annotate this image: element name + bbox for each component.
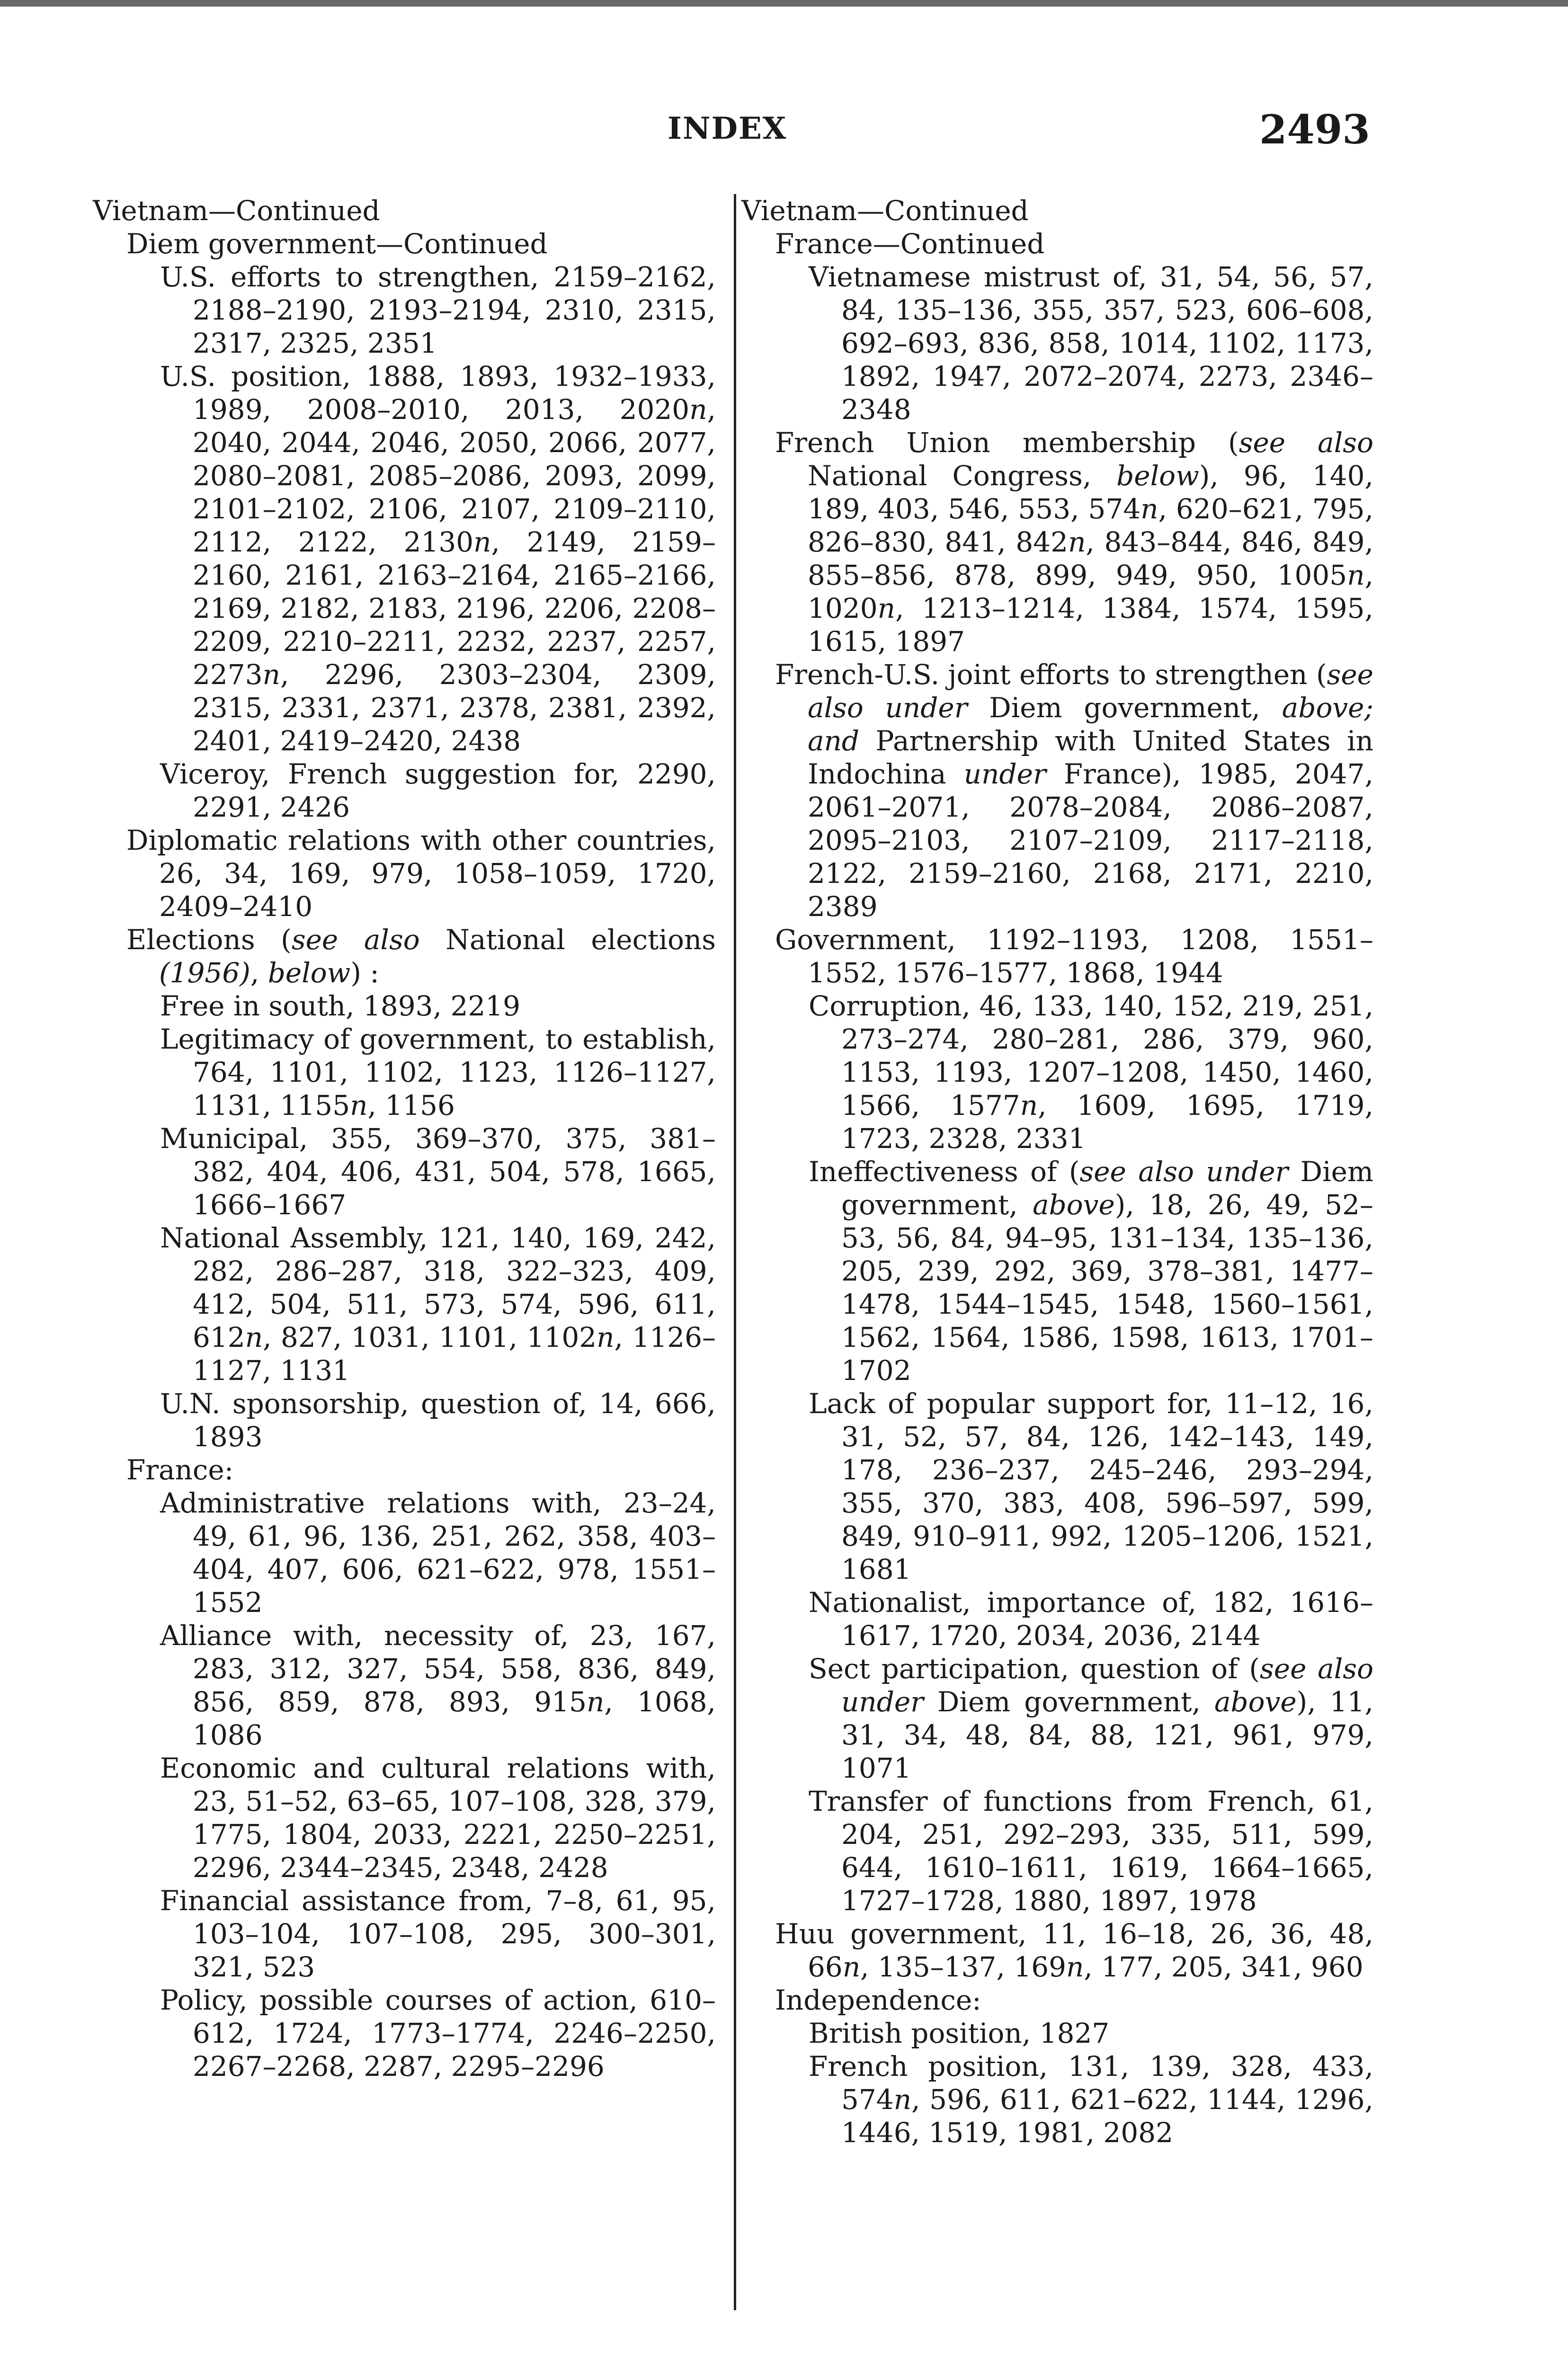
index-entry: Economic and cultural relations with, 23, 51–52, 63–65, 107–108, 328, 379, 1775, 1804, 2033, 2221, 2250–2251, 2296, 2344–2345, 2348, 2428 <box>160 1752 716 1884</box>
index-entry: U.S. efforts to strengthen, 2159–2162, 2188–2190, 2193–2194, 2310, 2315, 2317, 2325, 2351 <box>160 261 716 359</box>
index-entry: U.S. position, 1888, 1893, 1932–1933, 1989, 2008–2010, 2013, 2020n, 2040, 2044, 2046, 2050, 2066, 2077, 2080–2081, 2085–2086, 2093, 2099, 2101–2102, 2106, 2107, 2109–2110, 2112, 2122, 2130n, 2149, 2159–2160, 2161, 2163–2164, 2165–2166, 2169, 2182, 2183, 2196, 2206, 2208–2209, 2210–2211, 2232, 2237, 2257, 2273n, 2296, 2303–2304, 2309, 2315, 2331, 2371, 2378, 2381, 2392, 2401, 2419–2420, 2438 <box>160 360 716 757</box>
index-entry: France—Continued <box>775 228 1045 260</box>
index-column-right <box>741 194 1373 2149</box>
index-entry: Vietnam—Continued <box>741 195 1029 227</box>
index-entry: Ineffectiveness of (see also under Diem government, above), 18, 26, 49, 52–53, 56, 84, 94–95, 131–134, 135–136, 205, 239, 292, 369, 378–381, 1477–1478, 1544–1545, 1548, 1560–1561, 1562, 1564, 1586, 1598, 1613, 1701–1702 <box>809 1156 1373 1387</box>
index-entry: French-U.S. joint efforts to strengthen (see also under Diem government, above; and Partnership with United States in Indochina under France), 1985, 2047, 2061–2071, 2078–2084, 2086–2087, 2095–2103, 2107–2109, 2117–2118, 2122, 2159–2160, 2168, 2171, 2210, 2389 <box>775 658 1373 923</box>
index-entry: Municipal, 355, 369–370, 375, 381–382, 404, 406, 431, 504, 578, 1665, 1666–1667 <box>160 1122 716 1221</box>
index-entry: Policy, possible courses of action, 610–612, 1724, 1773–1774, 2246–2250, 2267–2268, 2287, 2295–2296 <box>160 1984 716 2082</box>
index-entry: Financial assistance from, 7–8, 61, 95, 103–104, 107–108, 295, 300–301, 321, 523 <box>160 1885 716 1983</box>
index-entry: Huu government, 11, 16–18, 26, 36, 48, 66n, 135–137, 169n, 177, 205, 341, 960 <box>775 1918 1373 1983</box>
index-entry: Viceroy, French suggestion for, 2290, 2291, 2426 <box>160 758 716 823</box>
page-number: 2493 <box>1259 106 1370 153</box>
index-entry: Legitimacy of government, to establish, 764, 1101, 1102, 1123, 1126–1127, 1131, 1155n, 1156 <box>160 1023 716 1121</box>
index-entry: Diem government—Continued <box>126 228 548 260</box>
index-entry: Elections (see also National elections (1956), below) : <box>126 924 716 989</box>
index-entry: National Assembly, 121, 140, 169, 242, 282, 286–287, 318, 322–323, 409, 412, 504, 511, 573, 574, 596, 611, 612n, 827, 1031, 1101, 1102n, 1126–1127, 1131 <box>160 1222 716 1387</box>
index-entry: Nationalist, importance of, 182, 1616–1617, 1720, 2034, 2036, 2144 <box>809 1586 1373 1652</box>
index-entry: Vietnamese mistrust of, 31, 54, 56, 57, 84, 135–136, 355, 357, 523, 606–608, 692–693, 836, 858, 1014, 1102, 1173, 1892, 1947, 2072–2074, 2273, 2346–2348 <box>809 261 1373 426</box>
page-title: INDEX <box>668 111 787 146</box>
index-column-left <box>93 194 716 2083</box>
index-entry: Free in south, 1893, 2219 <box>160 990 521 1022</box>
index-entry: Corruption, 46, 133, 140, 152, 219, 251, 273–274, 280–281, 286, 379, 960, 1153, 1193, 1207–1208, 1450, 1460, 1566, 1577n, 1609, 1695, 1719, 1723, 2328, 2331 <box>809 990 1374 1155</box>
index-entry: Transfer of functions from French, 61, 204, 251, 292–293, 335, 511, 599, 644, 1610–1611, 1619, 1664–1665, 1727–1728, 1880, 1897, 1978 <box>809 1785 1373 1917</box>
top-rule <box>0 0 1568 7</box>
index-entry: British position, 1827 <box>809 2017 1110 2049</box>
index-entry: Independence: <box>775 1984 981 2016</box>
index-entry: Lack of popular support for, 11–12, 16, 31, 52, 57, 84, 126, 142–143, 149, 178, 236–237, 245–246, 293–294, 355, 370, 383, 408, 596–597, 599, 849, 910–911, 992, 1205–1206, 1521, 1681 <box>809 1388 1373 1585</box>
index-entry: French position, 131, 139, 328, 433, 574n, 596, 611, 621–622, 1144, 1296, 1446, 1519, 1981, 2082 <box>809 2050 1373 2149</box>
index-entry: Government, 1192–1193, 1208, 1551–1552, 1576–1577, 1868, 1944 <box>775 924 1373 989</box>
index-entry: France: <box>126 1454 234 1486</box>
index-entry: Sect participation, question of (see also under Diem government, above), 11, 31, 34, 48, 84, 88, 121, 961, 979, 1071 <box>809 1653 1373 1784</box>
index-entry: Administrative relations with, 23–24, 49, 61, 96, 136, 251, 262, 358, 403–404, 407, 606, 621–622, 978, 1551–1552 <box>160 1487 716 1619</box>
index-entry: Vietnam—Continued <box>93 195 380 227</box>
index-entry: French Union membership (see also National Congress, below), 96, 140, 189, 403, 546, 553, 574n, 620–621, 795, 826–830, 841, 842n, 843–844, 846, 849, 855–856, 878, 899, 949, 950, 1005n, 1020n, 1213–1214, 1384, 1574, 1595, 1615, 1897 <box>775 427 1374 658</box>
index-entry: Alliance with, necessity of, 23, 167, 283, 312, 327, 554, 558, 836, 849, 856, 859, 878, 893, 915n, 1068, 1086 <box>160 1620 716 1751</box>
index-entry: U.N. sponsorship, question of, 14, 666, 1893 <box>160 1388 716 1453</box>
column-divider <box>734 194 736 2310</box>
index-entry: Diplomatic relations with other countries, 26, 34, 169, 979, 1058–1059, 1720, 2409–2410 <box>126 824 716 923</box>
